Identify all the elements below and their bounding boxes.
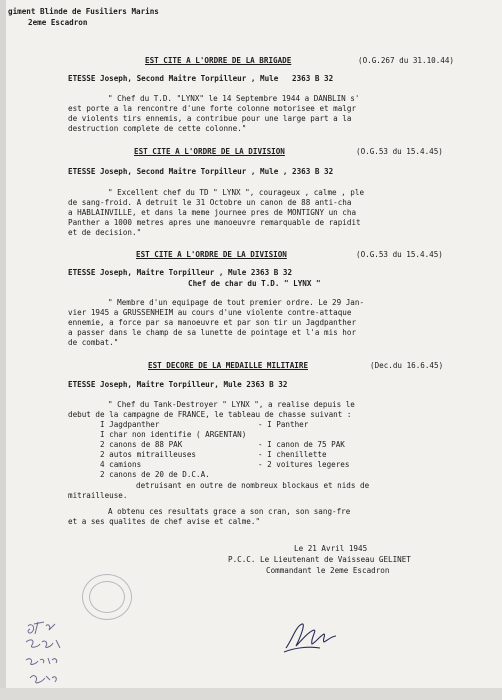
decoration-outro-2: mitrailleuse. (68, 491, 128, 500)
tally-left-6: 2 canons de 20 de D.C.A. (100, 470, 210, 479)
decoration-intro-1: " Chef du Tank-Destroyer " LYNX ", a realise depuis le (108, 400, 355, 409)
citation-brigade-title: EST CITE A L'ORDRE DE LA BRIGADE (145, 56, 292, 65)
citation-division-1-text-2: de sang-froid. A detruit le 31 Octobre un canon de 88 anti-cha (68, 198, 352, 207)
tally-right-3: - I canon de 75 PAK (258, 440, 345, 449)
unit-name: giment Blinde de Fusiliers Marins (8, 7, 159, 16)
scan-bottom-edge (0, 688, 502, 700)
scan-edge (0, 0, 6, 700)
citation-division-1-text-5: et de decision." (68, 228, 142, 237)
decoration-outro-4: et a ses qualites de chef avise et calme." (68, 517, 261, 526)
citation-division-1-ref: (O.G.53 du 15.4.45) (356, 147, 443, 156)
decoration-intro-2: debut de la campagne de FRANCE, le tableau de chasse suivant : (68, 410, 352, 419)
tally-right-4: - I chenillette (258, 450, 327, 459)
citation-brigade-ref: (O.G.267 du 31.10.44) (358, 56, 455, 65)
tally-left-1: I Jagdpanther (100, 420, 160, 429)
citation-division-2-text-5: de combat." (68, 338, 119, 347)
tally-left-4: 2 autos mitrailleuses (100, 450, 197, 459)
citation-division-1-text-3: a HABLAINVILLE, et dans la meme journee pres de MONTIGNY un cha (68, 208, 357, 217)
squadron-name: 2eme Escadron (28, 18, 88, 27)
citation-division-2-ref: (O.G.53 du 15.4.45) (356, 250, 443, 259)
decoration-ref: (Dec.du 16.6.45) (370, 361, 444, 370)
handwritten-signature (282, 618, 352, 658)
decoration-outro-3: A obtenu ces resultats grace a son cran, son sang-fre (108, 507, 351, 516)
citation-division-1-person: ETESSE Joseph, Second Maitre Torpilleur , Mule , 2363 B 32 (68, 167, 334, 176)
tally-left-3: 2 canons de 88 PAK (100, 440, 183, 449)
tally-right-1: - I Panther (258, 420, 309, 429)
citation-division-2-role: Chef de char du T.D. " LYNX " (188, 279, 321, 288)
signature-date: Le 21 Avril 1945 (294, 544, 368, 553)
citation-division-2-text-2: vier 1945 a GRUSSENHEIM au cours d'une violente contre-attaque (68, 308, 352, 317)
tally-right-5: - 2 voitures legeres (258, 460, 350, 469)
citation-brigade-person: ETESSE Joseph, Second Maitre Torpilleur , Mule 2363 B 32 (68, 74, 334, 83)
citation-division-2-text-1: " Membre d'un equipage de tout premier ordre. Le 29 Jan- (108, 298, 365, 307)
citation-brigade-text-4: destruction complete de cette colonne." (68, 124, 247, 133)
margin-handwritten-note (20, 620, 70, 692)
signature-line-2: Commandant le 2eme Escadron (266, 566, 390, 575)
citation-brigade-text-1: " Chef du T.D. "LYNX" le 14 Septembre 1944 a DANBLIN s' (108, 94, 360, 103)
citation-division-2-text-4: a passer dans le champ de sa lunette de pointage et l'a mis hor (68, 328, 357, 337)
citation-division-2-title: EST CITE A L'ORDRE DE LA DIVISION (136, 250, 287, 259)
citation-brigade-text-3: de violents tirs ennemis, a contribue pour une large part a la (68, 114, 352, 123)
decoration-title: EST DECORE DE LA MEDAILLE MILITAIRE (148, 361, 309, 370)
citation-division-1-text-4: Panther a 1000 metres apres une manoeuvre remarquable de rapidit (68, 218, 361, 227)
tally-left-5: 4 camions (100, 460, 142, 469)
tally-left-2: I char non identifie ( ARGENTAN) (100, 430, 247, 439)
decoration-person: ETESSE Joseph, Maitre Torpilleur, Mule 2363 B 32 (68, 380, 288, 389)
citation-division-2-person: ETESSE Joseph, Maitre Torpilleur , Mule 2363 B 32 (68, 268, 293, 277)
citation-division-1-text-1: " Excellent chef du TD " LYNX ", courageux , calme , ple (108, 188, 365, 197)
citation-brigade-text-2: est porte a la rencontre d'une forte colonne motorisee et malgr (68, 104, 357, 113)
citation-division-2-text-3: ennemie, a force par sa manoeuvre et par son tir un Jagdpanther (68, 318, 357, 327)
citation-division-1-title: EST CITE A L'ORDRE DE LA DIVISION (134, 147, 285, 156)
stamp-inner-ring (89, 581, 125, 613)
decoration-outro-1: detruisant en outre de nombreux blockaus et nids de (136, 481, 370, 490)
official-stamp (82, 574, 132, 620)
signature-line-1: P.C.C. Le Lieutenant de Vaisseau GELINET (228, 555, 411, 564)
